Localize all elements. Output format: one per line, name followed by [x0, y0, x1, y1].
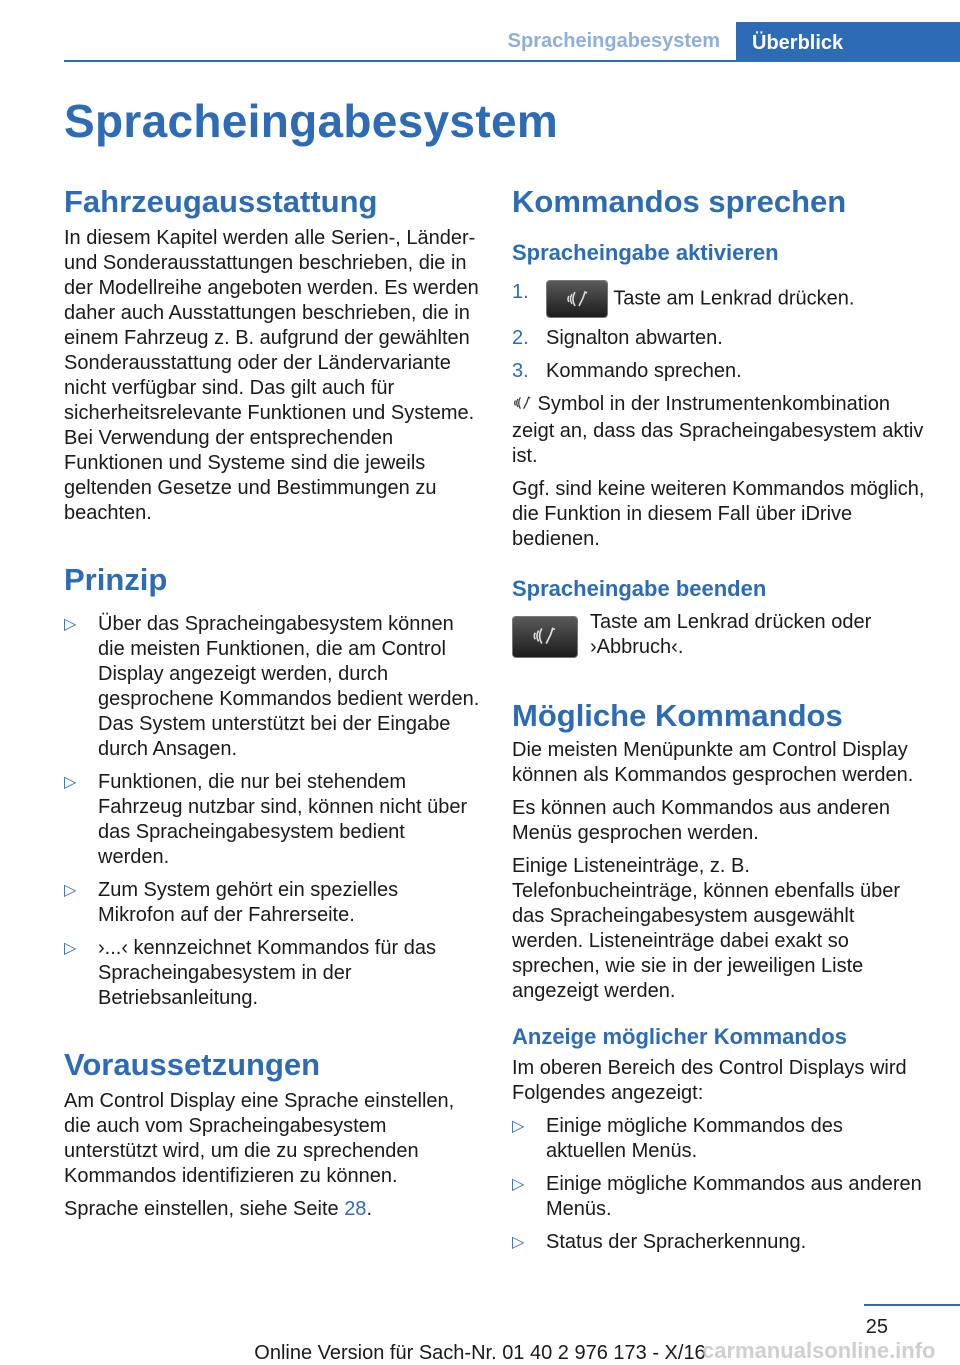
voice-command-button-icon	[512, 616, 578, 658]
list-item: 2. Signalton abwarten.	[512, 327, 723, 349]
triangle-right-icon: ▷	[512, 1176, 525, 1193]
paragraph-possible-2: Es können auch Kommandos aus anderen Menüs gesprochen werden.	[512, 797, 891, 844]
paragraph-possible-1: Die meisten Menüpunkte am Control Display können als Kommandos gesprochen werden.	[512, 739, 914, 786]
paragraph-display: Im oberen Bereich des Control Displays wird Folgendes angezeigt:	[512, 1057, 907, 1104]
left-column	[64, 182, 480, 1222]
voice-command-button-icon	[546, 280, 608, 318]
page-title: Spracheingabesystem	[64, 95, 559, 147]
triangle-right-icon: ▷	[64, 882, 77, 899]
principle-list	[64, 612, 480, 1011]
triangle-right-icon: ▷	[64, 774, 77, 791]
header-section-title: Spracheingabesystem	[507, 30, 720, 52]
paragraph-equipment: In diesem Kapitel werden alle Serien-, Länder- und Sonderausstattungen beschrieben, die in der Modellreihe angeboten werden. Es werden daher auch Ausstattungen beschrieben, die in einem Fahrzeug z. B. aufgrund der gewählten Sonderausstattung oder der Ländervariante nicht verfügbar sind. Das gilt auch für sicherheitsrelevante Funktionen und Systeme. Bei Verwendung der entsprechenden Funktionen und Systeme sind die jeweils geltenden Gesetze und Bestimmungen zu beachten.	[64, 227, 479, 524]
paragraph-symbol: Symbol in der Instrumentenkombination zeigt an, dass das Spracheingabesystem aktiv ist.	[512, 393, 924, 467]
paragraph-end: Taste am Lenkrad drücken oder ›Abbruch‹.	[590, 611, 872, 658]
triangle-right-icon: ▷	[512, 1234, 525, 1251]
list-item: ▷ Einige mögliche Kommandos des aktuellen Menüs.	[512, 1115, 843, 1162]
page-link-28[interactable]: 28	[344, 1198, 367, 1220]
triangle-right-icon: ▷	[64, 940, 77, 957]
list-item: ▷ ›...‹ kennzeichnet Kommandos für das Spracheingabesystem in der Betriebsanleitung.	[64, 937, 436, 1009]
list-item: ▷ Status der Spracherkennung.	[512, 1231, 807, 1253]
paragraph-possible-3: Einige Listeneinträge, z. B. Telefonbucheinträge, können ebenfalls über das Spracheingabesystem ausgewählt werden. Listeneinträge dabei exakt so sprechen, wie sie in der jeweiligen Liste angezeigt werden.	[512, 855, 901, 1002]
page-number: 25	[865, 1316, 888, 1338]
header-rule	[64, 60, 960, 62]
heading-equipment: Fahrzeugausstattung	[64, 184, 378, 219]
triangle-right-icon: ▷	[512, 1118, 525, 1135]
voice-active-symbol-icon	[512, 394, 532, 419]
header-tab-overview: Überblick	[736, 22, 960, 60]
paragraph-maybe: Ggf. sind keine weiteren Kommandos möglich, die Funktion in diesem Fall über iDrive bedienen.	[512, 478, 925, 550]
display-list	[512, 1114, 928, 1255]
steps-list	[512, 280, 928, 384]
list-item: ▷ Über das Spracheingabesystem können die meisten Funktionen, die am Control Display angezeigt werden, durch gesprochene Kommandos bedient werden. Das System unterstützt bei der Eingabe durch Ansagen.	[64, 613, 480, 760]
heading-principle: Prinzip	[64, 562, 168, 597]
footer-text: Online Version für Sach-Nr. 01 40 2 976 173 - X/16	[254, 1342, 706, 1364]
triangle-right-icon: ▷	[64, 616, 77, 633]
heading-activate: Spracheingabe aktivieren	[512, 240, 779, 265]
list-item: 3. Kommando sprechen.	[512, 360, 742, 382]
paragraph-language: Sprache einstellen, siehe Seite 28.	[64, 1198, 372, 1220]
list-item: ▷ Funktionen, die nur bei stehendem Fahrzeug nutzbar sind, können nicht über das Spracheingabesystem bedient werden.	[64, 771, 468, 868]
paragraph-requirements: Am Control Display eine Sprache einstellen, die auch vom Spracheingabesystem unterstützt wird, um die zu sprechenden Kommandos identifizieren zu können.	[64, 1090, 455, 1187]
watermark: carmanualsonline.info	[702, 1338, 936, 1363]
footer-rule	[864, 1304, 960, 1306]
list-item: ▷ Einige mögliche Kommandos aus anderen Menüs.	[512, 1173, 922, 1220]
heading-possible: Mögliche Kommandos	[512, 698, 843, 733]
heading-end: Spracheingabe beenden	[512, 576, 767, 601]
heading-commands: Kommandos sprechen	[512, 184, 847, 219]
list-item: ▷ Zum System gehört ein spezielles Mikrofon auf der Fahrerseite.	[64, 879, 399, 926]
end-row	[512, 610, 928, 660]
heading-display: Anzeige möglicher Kommandos	[512, 1024, 847, 1049]
heading-requirements: Voraussetzungen	[64, 1047, 321, 1082]
right-column	[512, 182, 928, 1255]
list-item: 1. Taste am Lenkrad drücken.	[512, 280, 928, 318]
